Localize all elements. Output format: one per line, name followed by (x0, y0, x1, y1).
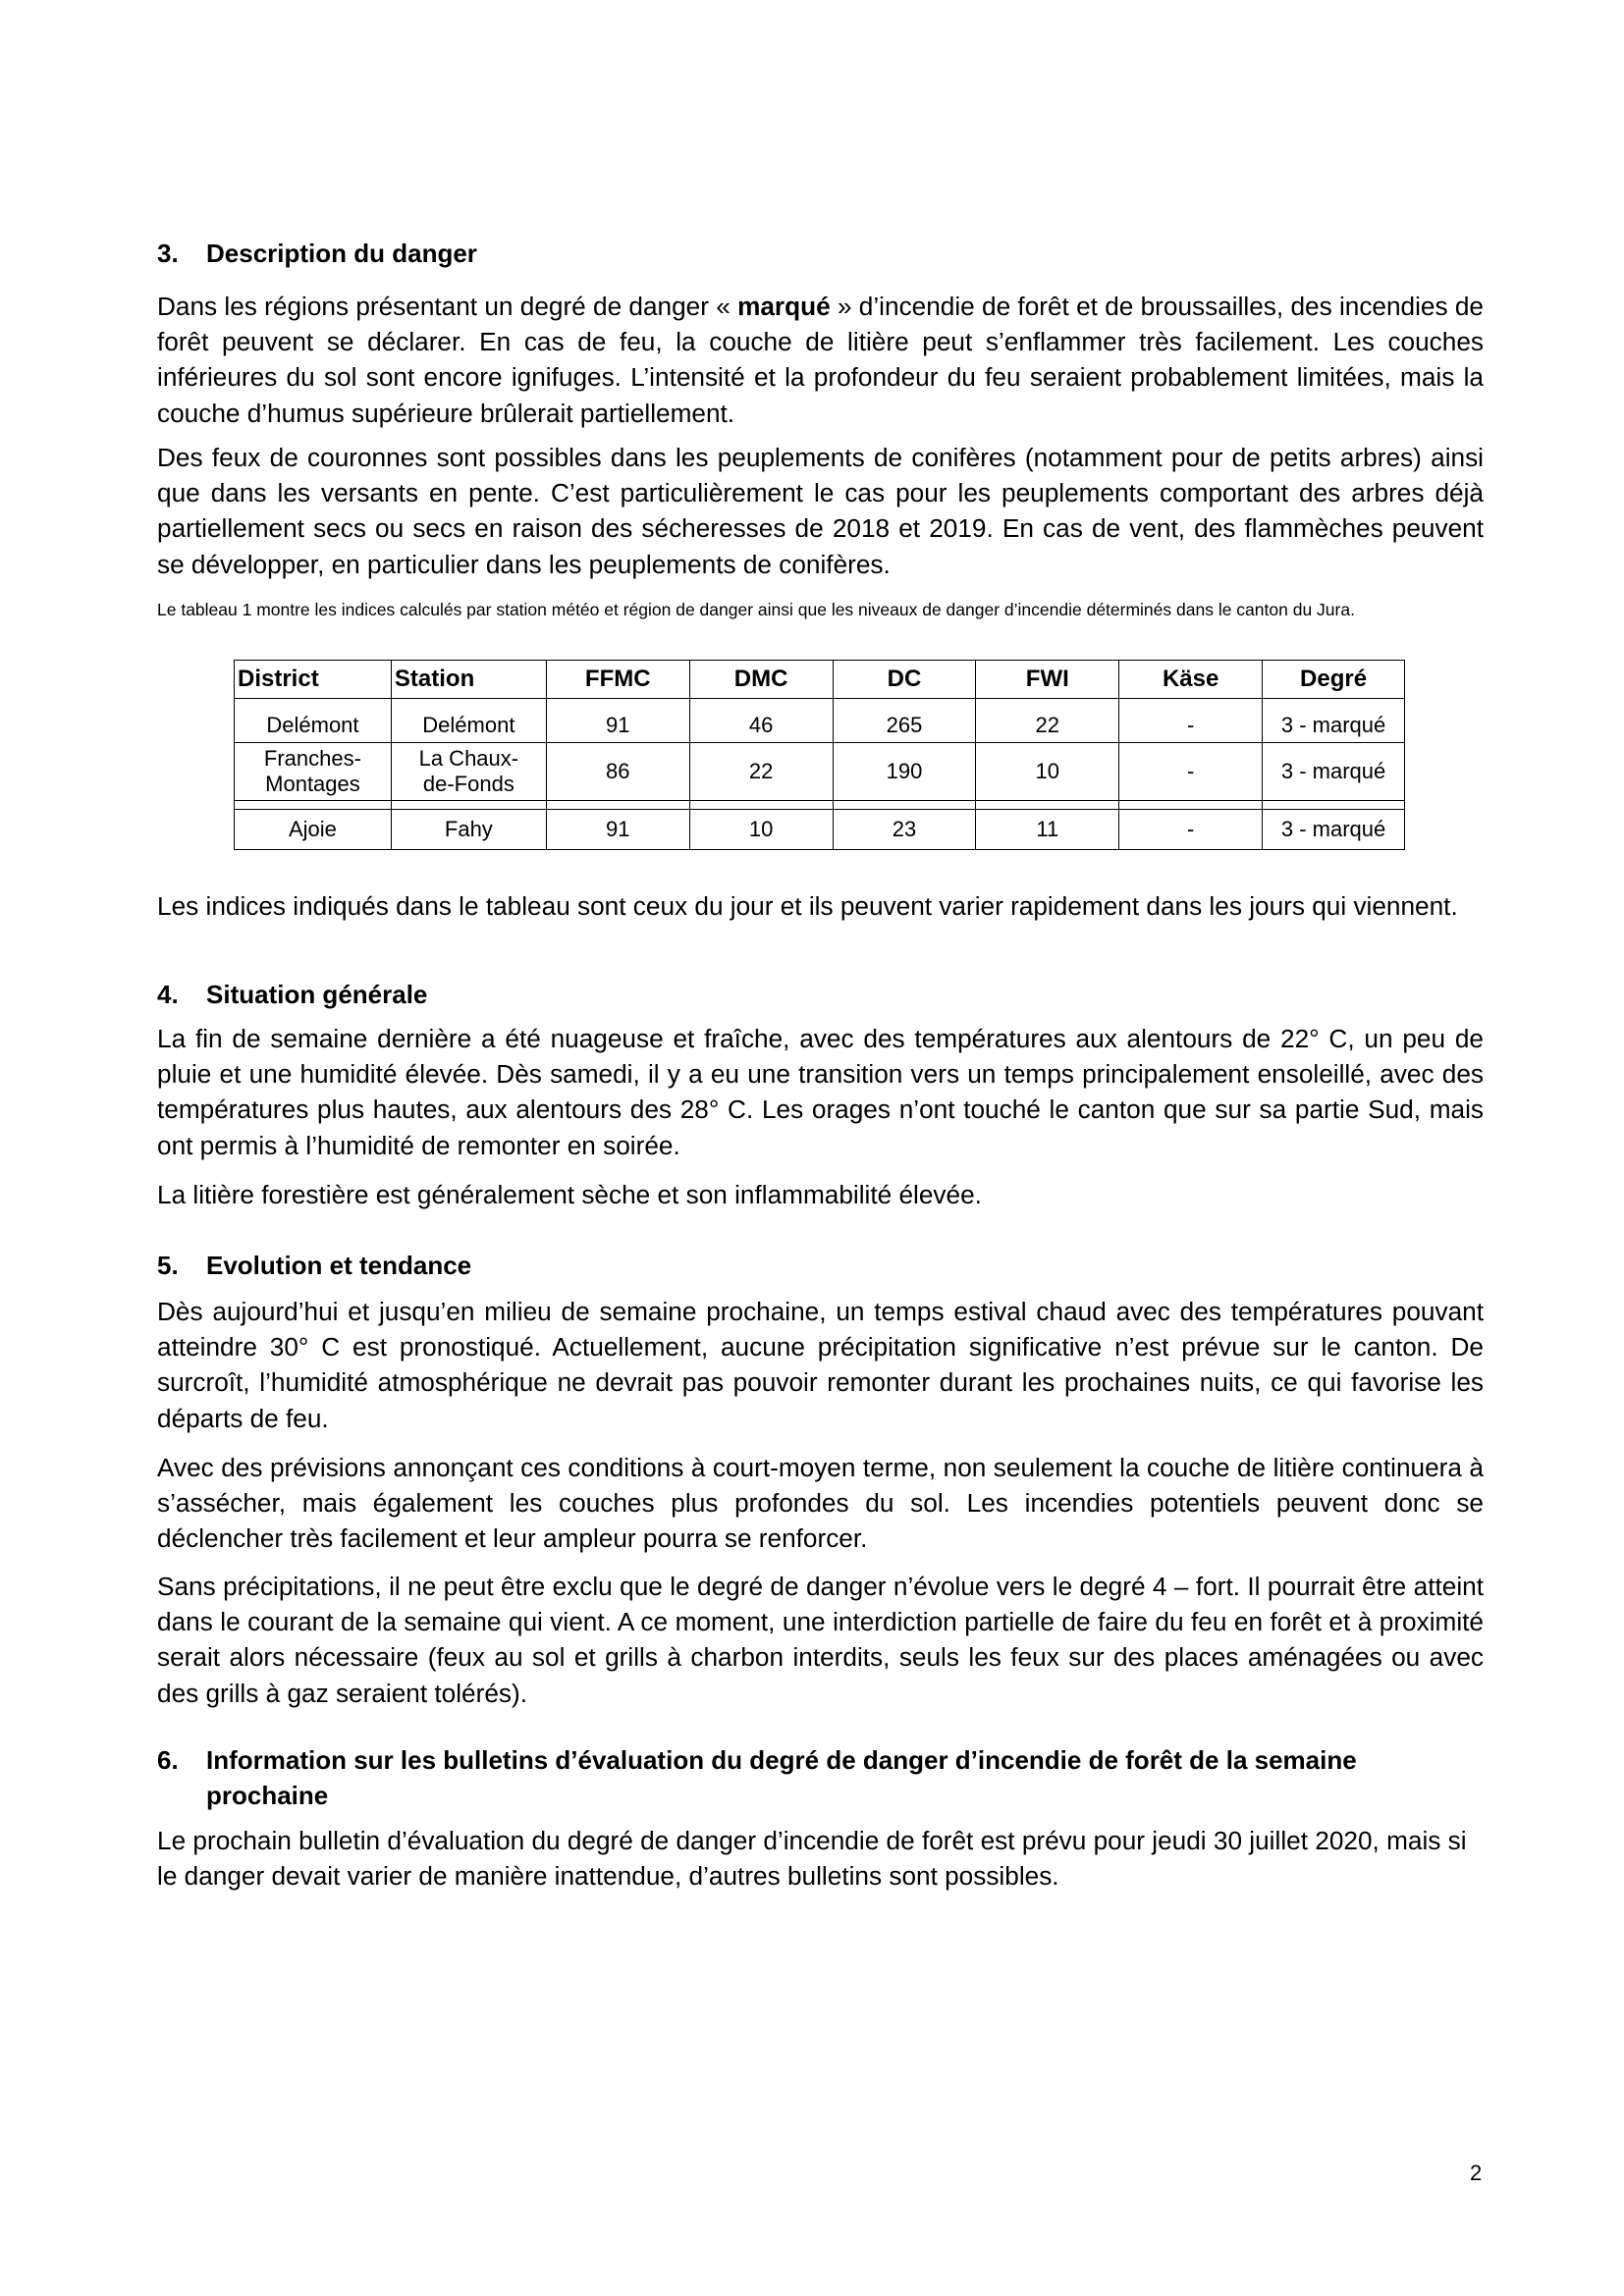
table-cell: Ajoie (235, 810, 392, 850)
table-cell (391, 743, 546, 801)
table-caption: Le tableau 1 montre les indices calculés par station météo et région de danger ainsi que les niveaux de danger d’incendie déterminés dans le canton du Jura. (157, 600, 1355, 619)
table-cell: 3 - marqué (1263, 743, 1405, 801)
table-cell: 10 (689, 810, 833, 850)
section-title: Description du danger (206, 239, 477, 268)
table-cell: 10 (976, 743, 1119, 801)
table-cell: 22 (689, 743, 833, 801)
section-title: Evolution et tendance (206, 1251, 472, 1280)
section-3-heading (157, 236, 477, 271)
table-cell: 91 (546, 709, 689, 743)
text-run: Dans les régions présentant un degré de danger « (157, 292, 738, 321)
section-4-paragraph-2: La litière forestière est généralement sèche et son inflammabilité élevée. (157, 1180, 982, 1209)
section-number: 4. (157, 980, 179, 1009)
cell-line: Montages (265, 772, 360, 796)
section-5-heading (157, 1248, 471, 1283)
table-cell: Delémont (391, 709, 546, 743)
column-header: Station (391, 661, 546, 699)
table-cell: 46 (689, 709, 833, 743)
cell-line: de-Fonds (422, 772, 514, 796)
table-cell: 3 - marqué (1263, 709, 1405, 743)
table-cell: 86 (546, 743, 689, 801)
column-header: DMC (689, 661, 833, 699)
column-header: Käse (1119, 661, 1263, 699)
section-title: Situation générale (206, 980, 428, 1009)
table-cell: 265 (833, 709, 976, 743)
section-4-paragraph-1: La fin de semaine dernière a été nuageuse et fraîche, avec des températures aux alentours de 22° C, un peu de pluie et une humidité élevée. Dès samedi, il y a eu une transition vers un temps principalement ensoleillé, avec des températures plus hautes, aux alentours des 28° C. Les orages n’ont touché le canton que sur sa partie Sud, mais ont permis à l’humidité de remonter en soirée. (157, 1024, 1484, 1160)
column-header: FFMC (546, 661, 689, 699)
section-number: 5. (157, 1251, 179, 1280)
column-header: Degré (1263, 661, 1405, 699)
section-3-paragraph-1 (157, 289, 1484, 431)
section-title: Information sur les bulletins d’évaluation du degré de danger d’incendie de forêt de la semaine prochaine (206, 1745, 1357, 1810)
bold-text: marqué (737, 292, 831, 321)
section-6-heading (157, 1742, 1483, 1813)
table-cell: 22 (976, 709, 1119, 743)
page-number: 2 (1470, 2161, 1483, 2185)
section-5-paragraph-2: Avec des prévisions annonçant ces conditions à court-moyen terme, non seulement la couche de litière continuera à s’assécher, mais également les couches plus profondes du sol. Les incendies potentiels peuvent donc se déclencher très facilement et leur ampleur pourra se renforcer. (157, 1453, 1484, 1554)
table-cell (235, 743, 392, 801)
table-cell: - (1119, 810, 1263, 850)
table-cell: 91 (546, 810, 689, 850)
table-row (235, 743, 1405, 801)
column-header: FWI (976, 661, 1119, 699)
text-run: » d’incendie de forêt et de broussailles, des incendies de forêt peuvent se déclarer. En cas de feu, la couche de litière peut s’enflammer très facilement. Les couches inférieures du sol sont encore ignifuges. L’intensité et la profondeur du feu seraient probablement limitées, mais la couche d’humus supérieure brûlerait partiellement. (157, 292, 1484, 428)
table-row (235, 709, 1405, 743)
cell-line: Franches- (263, 746, 361, 771)
section-3-paragraph-2: Des feux de couronnes sont possibles dans les peuplements de conifères (notamment pour de petits arbres) ainsi que dans les versants en pente. C’est particulièrement le cas pour les peuplements comportant des arbres déjà partiellement secs ou secs en raison des sécheresses de 2018 et 2019. En cas de vent, des flammèches peuvent se développer, en particulier dans les peuplements de conifères. (157, 443, 1484, 579)
table-cell: Delémont (235, 709, 392, 743)
table-cell: - (1119, 743, 1263, 801)
section-number: 6. (157, 1745, 179, 1775)
table-cell: 190 (833, 743, 976, 801)
table-cell: 11 (976, 810, 1119, 850)
table-cell: 23 (833, 810, 976, 850)
table-cell: Fahy (391, 810, 546, 850)
cell-line: La Chaux- (418, 746, 519, 771)
section-5-paragraph-3: Sans précipitations, il ne peut être exclu que le degré de danger n’évolue vers le degré 4 – fort. Il pourrait être atteint dans le courant de la semaine qui vient. A ce moment, une interdiction partielle de faire du feu en forêt et à proximité serait alors nécessaire (feux au sol et grills à charbon interdits, seuls les feux sur des places aménagées ou avec des grills à gaz seraient tolérés). (157, 1572, 1484, 1708)
section-4-heading (157, 977, 427, 1012)
table-cell: - (1119, 709, 1263, 743)
section-5-paragraph-1: Dès aujourd’hui et jusqu’en milieu de semaine prochaine, un temps estival chaud avec des températures pouvant atteindre 30° C est pronostiqué. Actuellement, aucune précipitation significative n’est prévue sur le canton. De surcroît, l’humidité atmosphérique ne devrait pas pouvoir remonter durant les prochaines nuits, ce qui favorise les départs de feu. (157, 1297, 1484, 1433)
after-table-paragraph: Les indices indiqués dans le tableau sont ceux du jour et ils peuvent varier rapidement dans les jours qui viennent. (157, 891, 1458, 921)
table-cell: 3 - marqué (1263, 810, 1405, 850)
column-header: District (235, 661, 392, 699)
table-header-row (235, 661, 1405, 699)
table-spacer-row (235, 801, 1405, 810)
section-6-paragraph-1: Le prochain bulletin d’évaluation du degré de danger d’incendie de forêt est prévu pour jeudi 30 juillet 2020, mais si le danger devait varier de manière inattendue, d’autres bulletins sont possibles. (157, 1826, 1467, 1892)
section-number: 3. (157, 239, 179, 268)
danger-index-table (234, 660, 1405, 850)
table-row (235, 810, 1405, 850)
column-header: DC (833, 661, 976, 699)
table-spacer-row (235, 699, 1405, 710)
